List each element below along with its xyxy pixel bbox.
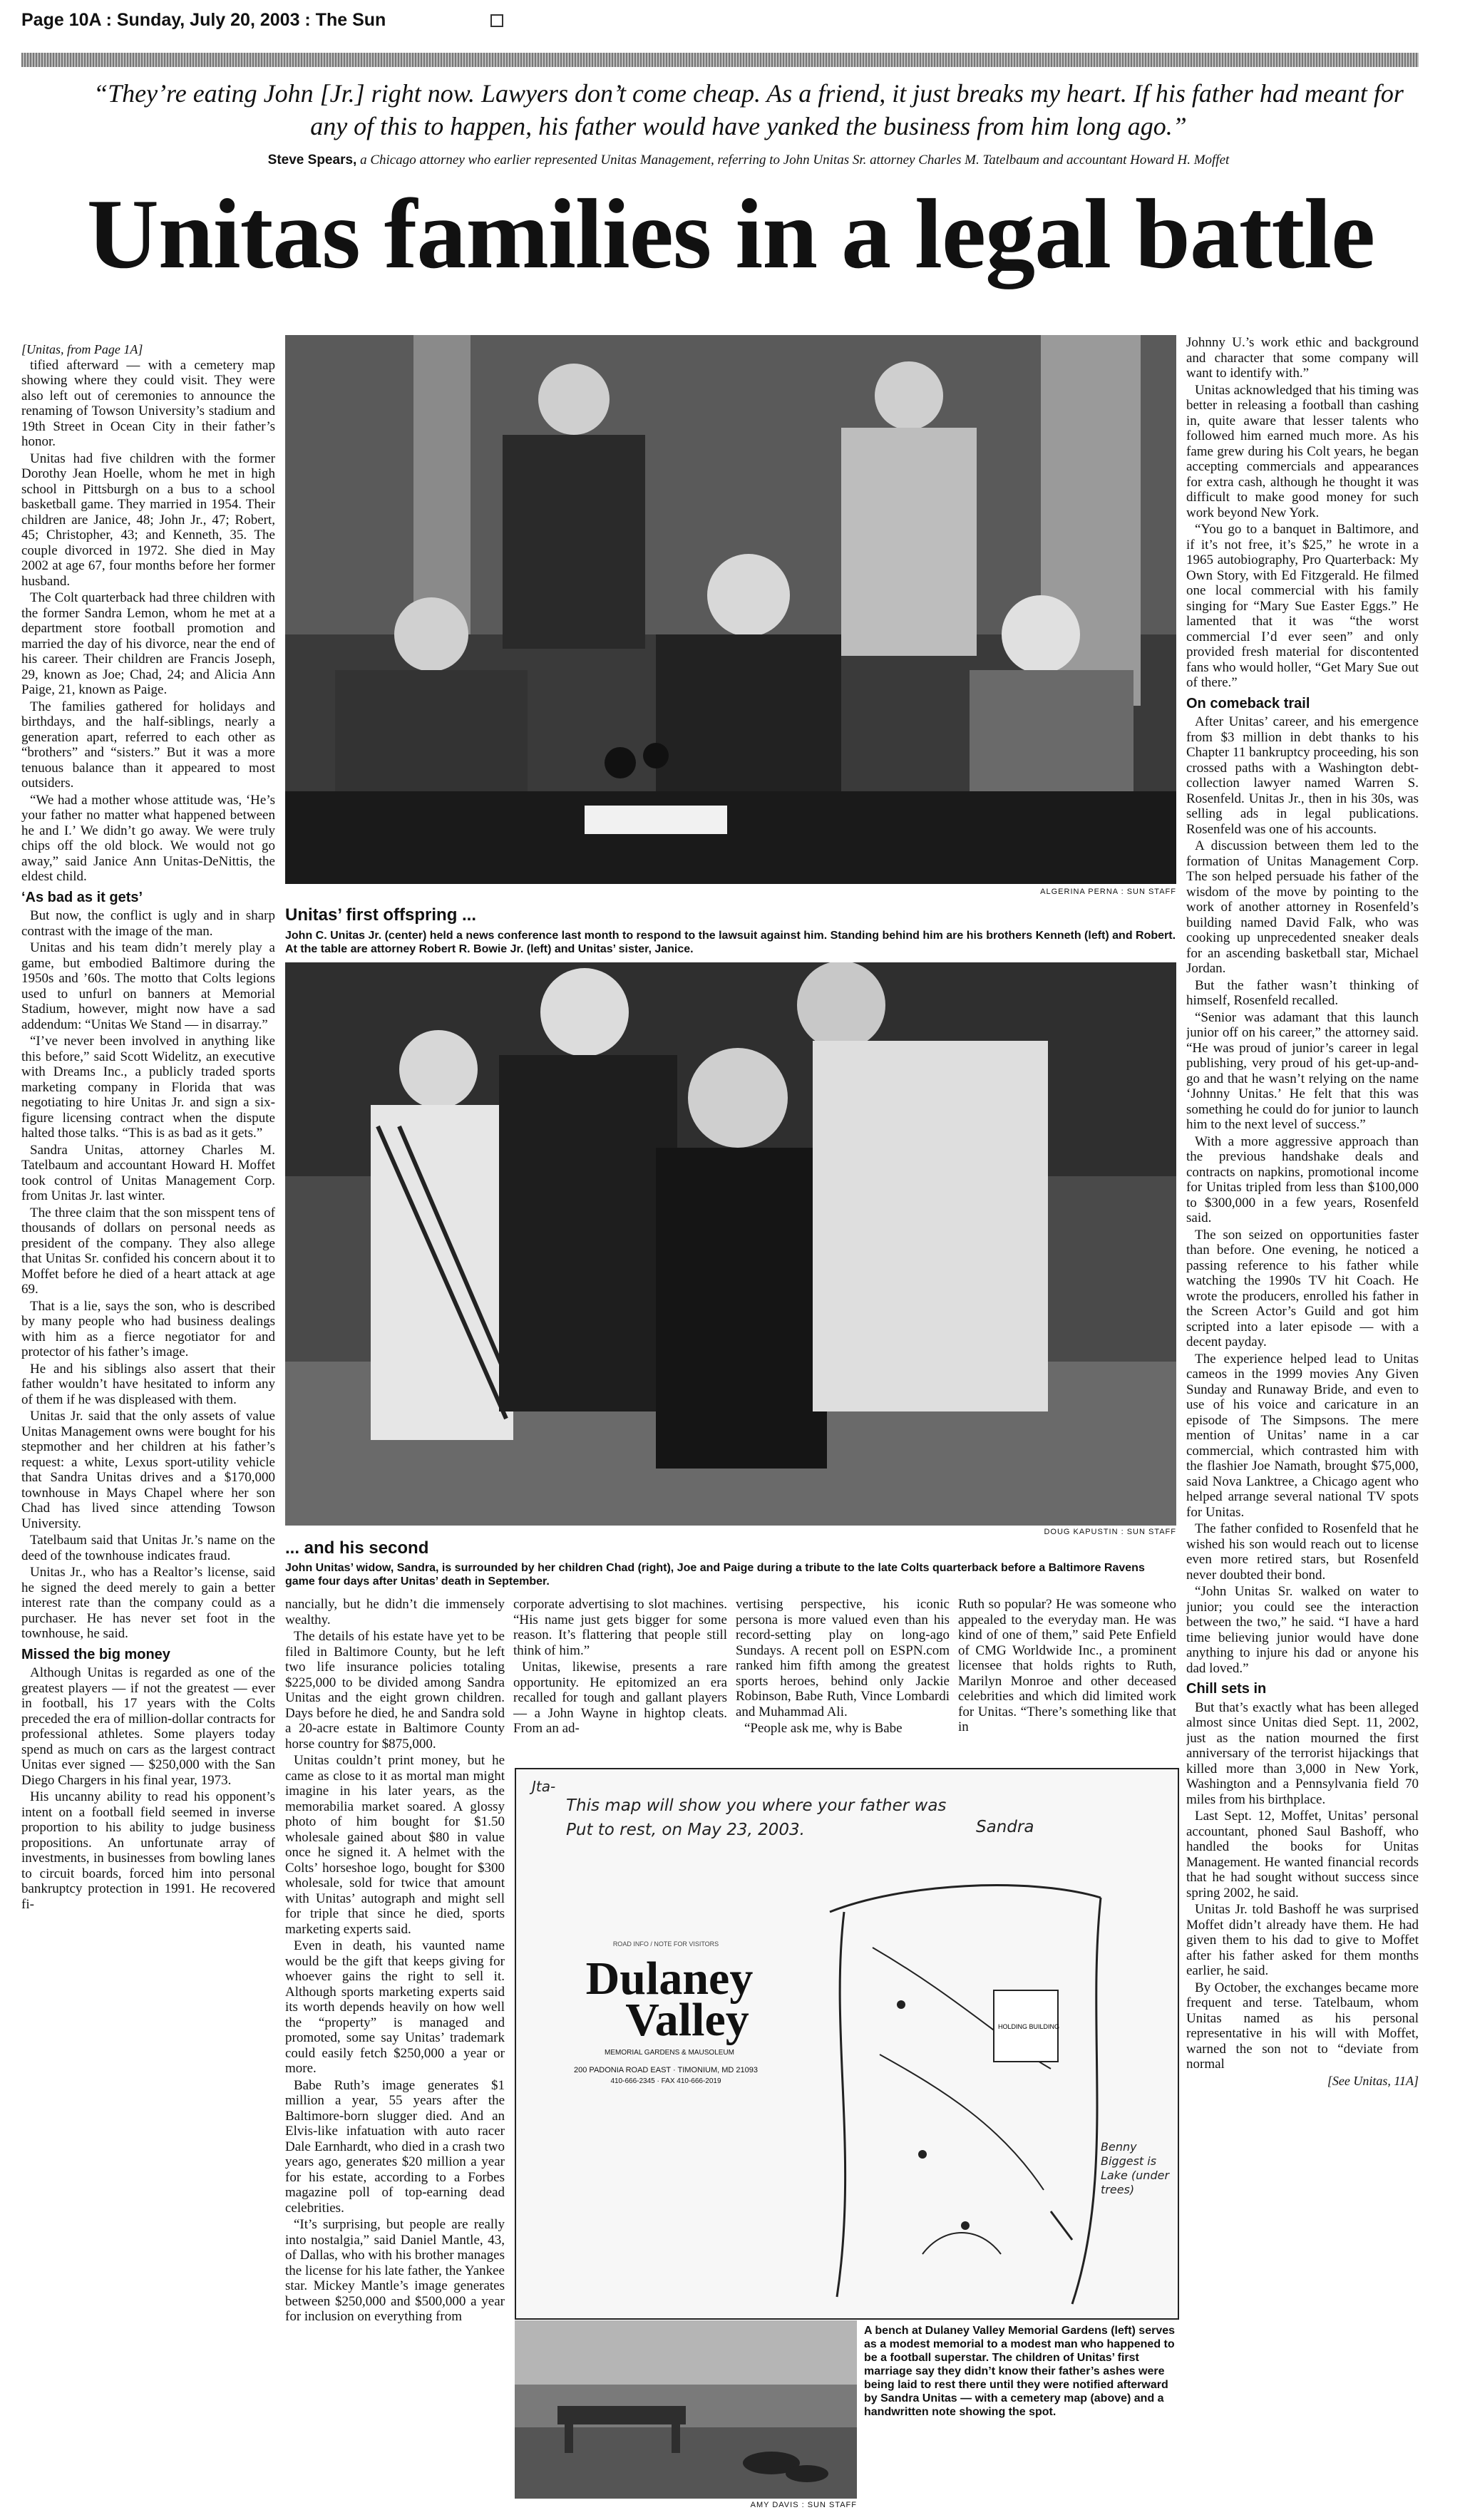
photo-news-conference [285, 335, 1176, 884]
paragraph: Last Sept. 12, Moffet, Unitas’ personal accountant, phoned Saul Bashoff, who handled the books for Unitas Management. He wanted financial records that he had sought without success since spring 2002, he said. [1186, 1809, 1419, 1901]
top-rule [21, 53, 1419, 67]
note-signature: Sandra [976, 1818, 1034, 1836]
photo-caption: John Unitas’ widow, Sandra, is surrounded by her children Chad (right), Joe and Paige during a tribute to the late Colts quarterback before a Baltimore Ravens game four days after Unitas’ death in September. [285, 1562, 1145, 1588]
article-column-2 [285, 1597, 505, 2516]
paragraph: “People ask me, why is Babe [744, 1721, 903, 1736]
paragraph: nancially, but he didn’t die immensely wealthy. [285, 1597, 505, 1627]
article-column-6 [1186, 335, 1419, 2509]
article-column-4 [736, 1597, 950, 1761]
subhead: ‘As bad as it gets’ [21, 889, 143, 905]
paragraph: The Colt quarterback had three children with the former Sandra Lemon, whom he met at a department store football promotion and married the day of his divorce, near the end of his career. Their children are Francis Joseph, 29, known as Joe; Chad, 24; and Alicia Ann Paige, 21, known as Paige. [21, 590, 275, 697]
paragraph: corporate advertising to slot machines. “His name just gets bigger for some reason. It’s flattering that people still think of him.” [513, 1597, 727, 1658]
paragraph: The son seized on opportunities faster than before. One evening, he noticed a passing reference to his father while watching the 1990s TV hit Coach. He wrote the producers, enrolled his father in the Screen Actor’s Guild and got him scripted into a later episode — with a decent payday. [1186, 1227, 1419, 1349]
attribution-text: a Chicago attorney who earlier represented Unitas Management, referring to John Unitas Sr. attorney Charles M. Tatelbaum and accountant Howard H. Moffet [360, 153, 1230, 168]
cemetery-address: 200 PADONIA ROAD EAST · TIMONIUM, MD 21093 [574, 2066, 758, 2074]
headline: Unitas families in a legal battle [86, 179, 1375, 289]
caption-head: ... and his second [285, 1538, 429, 1558]
subhead: Chill sets in [1186, 1681, 1267, 1697]
photo-family-tribute [285, 962, 1176, 1526]
paragraph: The details of his estate have yet to be filed in Baltimore County, but he left two life insurance policies totaling $225,000 to be divided among Sandra Unitas and the eight grown children. Days before he died, he and Sandra sold a 20-acre estate in Baltimore County horse country for $875,000. [285, 1629, 505, 1752]
note-line-1: This map will show you where your father was [566, 1796, 947, 1815]
paragraph: vertising perspective, his iconic persona is more valued even than his record-setting play on long-ago Sundays. A recent poll on ESPN.com ranked him fifth among the greatest sports heroes, behind only Jackie Robinson, Babe Ruth, Vince Lombardi and Muhammad Ali. [736, 1597, 950, 1719]
logo-valley: Valley [625, 1994, 749, 2046]
paragraph: Ruth so popular? He was someone who appealed to the everyday man. He was kind of one of them,” said Pete Enfield of CMG Worldwide Inc., a prominent licensee that holds rights to Ruth, Marilyn Monroe and other deceased celebrities and which did limited work for Unitas. “There’s something like that in [958, 1597, 1176, 1734]
paragraph: The experience helped lead to Unitas cameos in the 1999 movies Any Given Sunday and Runaway Bride, and even to use of his voice and caricature in an episode of The Simpsons. The mere mention of Unitas’ name in a car commercial, which contrasted him with the flashier Joe Namath, brought $75,000, said Nova Lanktree, a Chicago agent who helped arrange several national TV spots for Unitas. [1186, 1351, 1419, 1520]
paragraph: After Unitas’ career, and his emergence from $3 million in debt thanks to his Chapter 11 bankruptcy proceeding, his son crossed paths with a Washington debt-collection lawyer named Warren S. Rosenfeld. Unitas Jr., then in his 30s, was selling ads in legal publications. Rosenfeld was one of his accounts. [1186, 714, 1419, 837]
note-salutation: Jta- [532, 1778, 556, 1795]
paragraph: Even in death, his vaunted name would be the gift that keeps giving for whoever gains the right to sell it. Although sports marketing experts said its worth depends heavily on how well the “property” is managed and promoted, some say Unitas’ trademark could easily fetch $250,000 a year or more. [285, 1938, 505, 2076]
cemetery-map-card [515, 1768, 1179, 2320]
jump-to: [See Unitas, 11A] [1327, 2073, 1419, 2088]
photo-credit: AMY DAVIS : SUN STAFF [750, 2501, 857, 2509]
pull-quote: “They’re eating John [Jr.] right now. Lawyers don’t come cheap. As a friend, it just breaks my heart. If his father had meant for any of this to happen, his father would have yanked the business from him long ago.” [93, 79, 1404, 140]
photo-caption: A bench at Dulaney Valley Memorial Gardens (left) serves as a modest memorial to a modest man who happened to be a football superstar. The children of Unitas’ first marriage say they didn’t know their father’s ashes were being laid to rest there until they were notified afterward by Sandra Unitas — with a cemetery map (above) and a handwritten note showing the spot. [864, 2325, 1176, 2418]
paragraph: Although Unitas is regarded as one of the greatest players — if not the greatest — ever in football, his 17 years with the Colts preceded the era of million-dollar contracts for professional athletes. Some players today spend as much on cars as the largest contract Unitas ever signed — $250,000 with the San Diego Chargers in his final year, 1973. [21, 1665, 275, 1788]
note-corner: Benny Biggest is Lake (under trees) [1101, 2140, 1170, 2196]
logo-subtitle: MEMORIAL GARDENS & MAUSOLEUM [605, 2049, 734, 2057]
paragraph: But now, the conflict is ugly and in sharp contrast with the image of the man. [21, 908, 275, 939]
paragraph: The father confided to Rosenfeld that he wished his son would reach out to license even more retired stars, but Rosenfeld never doubted their bond. [1186, 1521, 1419, 1583]
cemetery-phone: 410-666-2345 · FAX 410-666-2019 [610, 2077, 721, 2085]
logo-tagline: ROAD INFO / NOTE FOR VISITORS [612, 1940, 719, 1948]
paragraph: “I’ve never been involved in anything like this before,” said Scott Widelitz, an executive with Dreams Inc., a publicly traded sports marketing company in Florida that was negotiating to hire Unitas Jr. and sign a six-figure licensing contract when the dispute halted those talks. “This is as bad as it gets.” [21, 1034, 275, 1141]
attribution-speaker: Steve Spears, [267, 153, 357, 168]
paragraph: He and his siblings also assert that their father wouldn’t have hesitated to inform any of them if he was displeased with them. [21, 1361, 275, 1407]
jump-from: [Unitas, from Page 1A] [21, 342, 143, 356]
paragraph: “You go to a banquet in Baltimore, and if it’s not free, it’s $25,” he wrote in a 1965 autobiography, Pro Quarterback: My Own Story, with Ed Fitzgerald. He filmed one local commercial with his family singing for “Mary Sue Easter Eggs.” He lamented that it was “the worst commercial I’d ever seen” and only provided fresh material for discontented fans who would holler, “Get Mary Sue out of there.” [1186, 522, 1419, 690]
subhead: On comeback trail [1186, 695, 1310, 711]
paragraph: “Senior was adamant that this launch junior off on his career,” the attorney said. “He was proud of junior’s career in legal publishing, very proud of his get-up-and-go and that he wasn’t relying on the name ‘Johnny Unitas.’ He felt that this was something he could do for junior to launch him to the next level of success.” [1186, 1009, 1419, 1132]
map-building-label: HOLDING BUILDING [998, 2023, 1060, 2030]
article-column-5 [958, 1597, 1176, 1761]
paragraph: Unitas Jr., who has a Realtor’s license, said he signed the deed merely to gain a better interest rate than the company could as a purchaser. He has never set foot in the townhouse, he said. [21, 1565, 275, 1641]
paragraph: Unitas Jr. told Bashoff he was surprised Moffet didn’t already have them. He had given them to his dad to give to Moffet after his father asked for them months earlier, he said. [1186, 1902, 1419, 1978]
paragraph: But that’s exactly what has been alleged almost since Unitas died Sept. 11, 2002, just as the nation mourned the first anniversary of the terrorist hijackings that killed more than 3,000 in New York, Washington and a Pennsylvania field 70 miles from his birthplace. [1186, 1699, 1419, 1807]
paragraph: Sandra Unitas, attorney Charles M. Tatelbaum and accountant Howard H. Moffet took control of Unitas Management Corp. from Unitas Jr. last winter. [21, 1142, 275, 1203]
cemetery-map-drawing [816, 1855, 1115, 2311]
paragraph: Unitas Jr. said that the only assets of value Unitas Management owns were bought for his stepmother and her children at his father’s request: a white, Lexus sport-utility vehicle that Sandra Unitas drives and a $170,000 townhouse in Mays Chapel where her son Chad has lived since attending Towson University. [21, 1409, 275, 1531]
paragraph: tified afterward — with a cemetery map showing where they could visit. They were also left out of ceremonies to announce the renaming of Towson University’s stadium and 19th Street in Ocean City in their father’s honor. [21, 357, 275, 449]
paragraph: By October, the exchanges became more frequent and terse. Tatelbaum, whom Unitas named as his personal representative in his will with Moffet, warned the son not to “deviate from normal [1186, 1980, 1419, 2072]
page-folio: Page 10A : Sunday, July 20, 2003 : The Sun [21, 10, 386, 30]
photo-bench [515, 2320, 857, 2499]
paragraph: Unitas couldn’t print money, but he came as close to it as mortal man might imagine in his later years, as the memorabilia market soared. A glossy photo of him bought for $1.50 wholesale gained about $80 in value once he signed it. A helmet with the Colts’ horseshoe logo, bought for $300 wholesale, sold for twice that amount with Unitas’ autograph and might sell for triple that since he died, sports marketing experts said. [285, 1753, 505, 1937]
paragraph: “It’s surprising, but people are really into nostalgia,” said Daniel Mantle, 43, of Dallas, who with his brother manages the license for his late father, the Yankee star. Mickey Mantle’s image generates between $250,000 and $500,000 a year for inclusion on everything from [285, 2217, 505, 2324]
folio-box-icon [490, 14, 503, 27]
paragraph: The families gathered for holidays and birthdays, and the half-siblings, nearly a generation apart, referred to each other as “brothers” and “sisters.” But it was a more tenuous balance than it appeared to most outsiders. [21, 699, 275, 791]
paragraph: With a more aggressive approach than the previous handshake deals and contracts on napkins, promotional income for Unitas tripled from less than $100,000 to $300,000 in a few years, Rosenfeld said. [1186, 1133, 1419, 1225]
photo-credit: DOUG KAPUSTIN : SUN STAFF [1044, 1528, 1176, 1536]
paragraph: Johnny U.’s work ethic and background and character that some company will want to identify with.” [1186, 335, 1419, 381]
caption-head: Unitas’ first offspring ... [285, 905, 477, 925]
paragraph: The three claim that the son misspent tens of thousands of dollars on personal needs as president of the company. They also allege that Unitas Sr. confided his concern about it to Moffet before he died of a heart attack at age 69. [21, 1205, 275, 1297]
article-column-1 [21, 342, 275, 2509]
paragraph: Babe Ruth’s image generates $1 million a year, 55 years after the Baltimore-born slugger died. And an Elvis-like infatuation with auto racer Dale Earnhardt, who died in a crash two years ago, generates $20 million a year for his estate, according to a Forbes magazine poll of top-earning dead celebrities. [285, 2077, 505, 2216]
paragraph: “John Unitas Sr. walked on water to junior; you could see the interaction between the two,” he said. “I have a hard time believing junior would have done anything to injure his dad or anyone his dad loved.” [1186, 1584, 1419, 1676]
paragraph: Unitas and his team didn’t merely play a game, but embodied Baltimore during the 1950s and ’60s. The motto that Colts legions used to unfurl on banners at Memorial Stadium, however, might now have a sad addendum: “Unitas We Stand — in disarray.” [21, 940, 275, 1032]
paragraph: But the father wasn’t thinking of himself, Rosenfeld recalled. [1186, 977, 1419, 1008]
paragraph: Tatelbaum said that Unitas Jr.’s name on the deed of the townhouse indicates fraud. [21, 1533, 275, 1563]
subhead: Missed the big money [21, 1646, 170, 1662]
photo-credit: ALGERINA PERNA : SUN STAFF [1040, 888, 1176, 896]
photo-caption: John C. Unitas Jr. (center) held a news conference last month to respond to the lawsuit against him. Standing behind him are his brothers Kenneth (left) and Robert. At the table are attorney Robert R. Bowie Jr. (left) and Unitas’ sister, Janice. [285, 930, 1176, 955]
paragraph: A discussion between them led to the formation of Unitas Management Corp. The son helped persuade his father of the wisdom of the move by pointing to the work of another attorney in Rosenfeld’s building named David Falk, who was cooking up unprecedented sneaker deals for an ascending basketball star, Michael Jordan. [1186, 838, 1419, 976]
paragraph: Unitas acknowledged that his timing was better in releasing a football than cashing in, quite aware that lesser talents who followed him earned much more. As his fame grew during his Colt years, he began accepting commercials and appearances for extra cash, although he thought it was difficult to make good money for such work beyond New York. [1186, 382, 1419, 520]
paragraph: His uncanny ability to read his opponent’s intent on a football field seemed in inverse proportion to his ability to judge business propositions. An unfortunate array of investments, in businesses from bowling lanes to circuit boards, forced him into personal bankruptcy protection in 1991. He recovered fi- [21, 1789, 275, 1912]
paragraph: That is a lie, says the son, who is described by many people who had business dealings with him as a fierce negotiator for and protector of his father’s image. [21, 1298, 275, 1359]
article-column-3 [513, 1597, 727, 1761]
paragraph: “We had a mother whose attitude was, ‘He’s your father no matter what happened between he and I.’ We didn’t go away. We were truly chips off the old block. We would not go away,” said Janice Ann Unitas-DeNittis, the eldest child. [21, 792, 275, 884]
note-line-2: Put to rest, on May 23, 2003. [566, 1821, 805, 1839]
paragraph: Unitas, likewise, presents a rare opportunity. He epitomized an era recalled for tough and gallant players — a John Wayne in hightop cleats. From an ad- [513, 1660, 727, 1736]
logo-dulaney: Dulaney [585, 1953, 754, 2005]
pull-quote-attribution [86, 153, 1412, 168]
paragraph: Unitas had five children with the former Dorothy Jean Hoelle, whom he met in high school in Pittsburgh on a bus to a school basketball game. They married in 1954. Their children are Janice, 48; John Jr., 47; Robert, 45; Christopher, 43; and Kenneth, 35. The couple divorced in 1972. She died in May 2002 at age 67, four months before her former husband. [21, 451, 275, 589]
